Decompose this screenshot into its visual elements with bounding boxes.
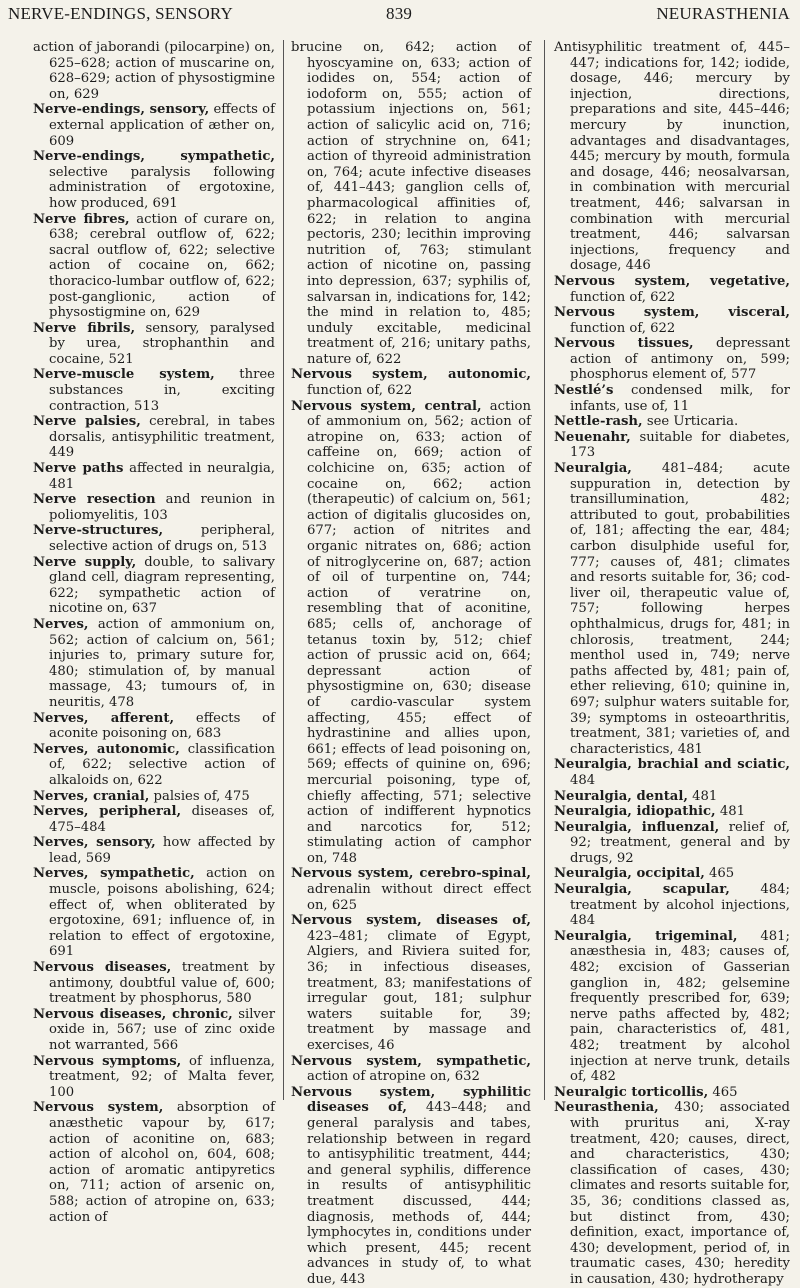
entry-text: 484 bbox=[570, 772, 596, 788]
index-entry bbox=[554, 789, 790, 805]
entry-text: diseases of, 475–484 bbox=[49, 804, 275, 835]
index-entry bbox=[33, 789, 275, 805]
entry-text: how affected by lead, 569 bbox=[49, 835, 275, 866]
index-entry bbox=[554, 461, 790, 757]
entry-heading: Nettle-rash, bbox=[554, 414, 643, 430]
index-entry bbox=[33, 102, 275, 149]
entry-heading: Neurasthenia, bbox=[554, 1100, 659, 1116]
entry-heading: Nerve resection bbox=[33, 492, 156, 508]
entry-heading: Nervous system, vegetative, bbox=[554, 273, 790, 289]
entry-text: cerebral, in tabes dorsalis, antisyphilitic treatment, 449 bbox=[49, 414, 276, 461]
entry-text: 481–484; acute suppuration in, detection by transillumination, 482; attributed to gout, probabilities of, 181; affecting the ear, 484; carbon disulphide useful for, 777; causes of, 481; climates and resorts suitable for, 36; cod-liver oil, therapeutic value of, 757; following herpes ophthalmicus, drugs for, 481; in chlorosis, treatment, 244; menthol used in, 749; nerve paths affected by, 481; pain of, ether relieving, 610; quinine in, 697; sulphur waters suitable for, 39; symptoms in osteoarthritis, treatment, 381; varieties of, and characteristics, 481 bbox=[570, 461, 790, 757]
entry-text: sensory, paralysed by urea, strophanthin and cocaine, 521 bbox=[49, 320, 275, 367]
entry-heading: Nerves, afferent, bbox=[33, 710, 175, 726]
entry-text: function of, 622 bbox=[307, 383, 413, 399]
index-entry bbox=[33, 149, 275, 211]
entry-text: 465 bbox=[712, 1084, 738, 1100]
entry-text: double, to salivary gland cell, diagram representing, 622; sympathetic action of nicotine on, 637 bbox=[49, 554, 275, 617]
entry-text: action of ammonium on, 562; action of calcium on, 561; injuries to, primary suture for, 480; stimulation of, by manual massage, 43; tumours of, in neuritis, 478 bbox=[49, 616, 275, 710]
index-entry bbox=[554, 430, 790, 461]
entry-heading: Nerve-structures, bbox=[33, 523, 164, 539]
entry-heading: Nervous system, central, bbox=[291, 398, 482, 414]
index-entry bbox=[554, 274, 790, 305]
entry-heading: Nervous system, cerebro-spinal, bbox=[291, 866, 531, 882]
index-entry bbox=[33, 367, 275, 414]
entry-text: 430; associated with pruritus ani, X-ray treatment, 420; causes, direct, and characteristics, 430; classification of cases, 430; climates and resorts suitable for, 35, 36; conditions classed as, but distinct from, 430; definition, exact, importance of, 430; development, period of, in traumatic cases, 430; heredity in causation, 430; hydrotherapy bbox=[570, 1100, 790, 1287]
index-entry bbox=[33, 835, 275, 866]
entry-text: action of jaborandi (pilocarpine) on, 625–628; action of muscarine on, 628–629; action of physostigmine on, 629 bbox=[33, 40, 275, 102]
index-entry bbox=[33, 212, 275, 321]
index-entry bbox=[554, 820, 790, 867]
index-entry bbox=[291, 913, 531, 1053]
entry-text: 484; treatment by alcohol injections, 484 bbox=[570, 882, 790, 929]
entry-text: 423–481; climate of Egypt, Algiers, and Riviera suited for, 36; in infectious diseases, treatment, 83; manifestations of irregular gout, 181; sulphur waters suitable for, 39; treatment by massage and exercises, 46 bbox=[307, 928, 531, 1053]
index-entry bbox=[554, 882, 790, 929]
index-entry bbox=[33, 1054, 275, 1101]
entry-heading: Neuralgia, dental, bbox=[554, 788, 688, 804]
page-number: 839 bbox=[386, 4, 413, 23]
entry-heading: Neuralgia, trigeminal, bbox=[554, 928, 738, 944]
index-entry bbox=[554, 804, 790, 820]
entry-text: depressant action of antimony on, 599; phosphorus element of, 577 bbox=[570, 336, 790, 383]
entry-text: effects of aconite poisoning on, 683 bbox=[49, 710, 275, 742]
index-entry bbox=[33, 742, 275, 789]
entry-heading: Nervous system, autonomic, bbox=[291, 367, 531, 383]
entry-heading: Nerve paths bbox=[33, 461, 124, 477]
index-entry bbox=[554, 1100, 790, 1287]
index-columns bbox=[0, 40, 800, 1287]
entry-text: selective paralysis following administration of ergotoxine, how produced, 691 bbox=[49, 164, 275, 211]
entry-heading: Nerves, cranial, bbox=[33, 788, 150, 804]
entry-text: adrenalin without direct effect on, 625 bbox=[307, 882, 531, 913]
entry-text: peripheral, selective action of drugs on, 513 bbox=[49, 523, 275, 554]
entry-heading: Nerves, sensory, bbox=[33, 835, 156, 851]
index-entry bbox=[554, 929, 790, 1085]
entry-text: function of, 622 bbox=[570, 320, 676, 336]
index-entry bbox=[291, 866, 531, 913]
entry-heading: Nervous system, syphilitic diseases of, bbox=[291, 1084, 531, 1116]
entry-heading: Nerve palsies, bbox=[33, 414, 141, 430]
entry-heading: Nerves, autonomic, bbox=[33, 741, 180, 757]
index-entry bbox=[33, 617, 275, 711]
running-head-right: NEURASTHENIA bbox=[656, 4, 790, 23]
entry-heading: Nervous system, diseases of, bbox=[291, 913, 531, 929]
running-head-left: NERVE-ENDINGS, SENSORY bbox=[8, 4, 233, 23]
entry-heading: Nerves, peripheral, bbox=[33, 804, 182, 820]
entry-heading: Nerves, sympathetic, bbox=[33, 866, 195, 882]
entry-text: 465 bbox=[709, 866, 735, 882]
entry-text: action of atropine on, 632 bbox=[307, 1069, 480, 1085]
entry-heading: Nervous tissues, bbox=[554, 336, 694, 352]
entry-text: absorption of anæsthetic vapour by, 617; action of aconitine on, 683; action of alcohol on, 604, 608; action of aromatic antipyretics on, 711; action of arsenic on, 588; action of atropine on, 633; action of bbox=[49, 1100, 275, 1225]
entry-heading: Neuralgic torticollis, bbox=[554, 1084, 709, 1100]
entry-text: 481 bbox=[719, 804, 745, 820]
index-entry bbox=[33, 492, 275, 523]
index-entry bbox=[554, 383, 790, 414]
index-entry bbox=[291, 1085, 531, 1288]
index-entry bbox=[33, 711, 275, 742]
index-entry bbox=[33, 1100, 275, 1225]
entry-heading: Nerve fibres, bbox=[33, 211, 130, 227]
entry-heading: Nervous diseases, bbox=[33, 960, 172, 976]
index-entry bbox=[33, 960, 275, 1007]
index-entry bbox=[33, 523, 275, 554]
index-entry bbox=[33, 40, 275, 102]
entry-text: action of ammonium on, 562; action of atropine on, 633; action of caffeine on, 669; action of colchicine on, 635; action of cocaine on, 662; action (therapeutic) of calcium on, 561; action of digitalis glucosides on, 677; action of nitrites and organic nitrates on, 686; action of nitroglycerine on, 687; action of oil of turpentine on, 744; action of veratrine on, resembling that of aconitine, 685; cells of, anchorage of tetanus toxin by, 512; chief action of prussic acid on, 664; depressant action of physostigmine on, 630; disease of cardio-vascular system affecting, 455; effect of hydrastinine and allies upon, 661; effects of lead poisoning on, 569; effects of quinine on, 696; mercurial poisoning, type of, chiefly affecting, 571; selective action of indifferent hypnotics and narcotics for, 512; stimulating action of camphor on, 748 bbox=[307, 398, 531, 866]
entry-text: and reunion in poliomyelitis, 103 bbox=[49, 492, 275, 523]
entry-text: three substances in, exciting contraction, 513 bbox=[49, 367, 275, 414]
entry-text: condensed milk, for infants, use of, 11 bbox=[570, 383, 790, 414]
entry-text: relief of, 92; treatment, general and by drugs, 92 bbox=[570, 819, 790, 866]
entry-heading: Nestlé’s bbox=[554, 383, 614, 399]
entry-text: 443–448; and general paralysis and tabes, relationship between in regard to antisyphilitic treatment, 444; and general syphilis, difference in results of antisyphilitic treatment discussed, 444; diagnosis, methods of, 444; lymphocytes in, conditions under which present, 445; recent advances in study of, to what due, 443 bbox=[307, 1100, 531, 1287]
index-column-2 bbox=[291, 40, 531, 1287]
index-entry bbox=[554, 336, 790, 383]
index-entry bbox=[554, 305, 790, 336]
entry-text: 481 bbox=[692, 788, 718, 804]
index-entry bbox=[33, 461, 275, 492]
entry-heading: Nervous system, visceral, bbox=[554, 305, 790, 321]
entry-heading: Neuralgia, idiopathic, bbox=[554, 804, 716, 820]
entry-text: effects of external application of æther on, 609 bbox=[49, 102, 275, 149]
index-entry bbox=[554, 757, 790, 788]
entry-heading: Nervous system, sympathetic, bbox=[291, 1053, 531, 1069]
index-entry bbox=[554, 40, 790, 274]
entry-text: function of, 622 bbox=[570, 289, 676, 305]
index-entry bbox=[33, 804, 275, 835]
entry-text: affected in neuralgia, 481 bbox=[49, 461, 275, 492]
entry-heading: Nerve fibrils, bbox=[33, 320, 136, 336]
entry-text: treatment by antimony, doubtful value of, 600; treatment by phosphorus, 580 bbox=[49, 960, 275, 1007]
entry-text: action on muscle, poisons abolishing, 624; effect of, when obliterated by ergotoxine, 691; influence of, in relation to effect of ergotoxine, 691 bbox=[49, 866, 275, 960]
entry-text: palsies of, 475 bbox=[153, 788, 250, 804]
index-entry bbox=[33, 321, 275, 368]
entry-text: classification of, 622; selective action of alkaloids on, 622 bbox=[49, 741, 275, 788]
entry-heading: Neuralgia, scapular, bbox=[554, 882, 730, 898]
entry-heading: Neuenahr, bbox=[554, 429, 631, 445]
entry-heading: Nerves, bbox=[33, 616, 89, 632]
entry-text: suitable for diabetes, 173 bbox=[570, 429, 790, 461]
entry-text: of influenza, treatment, 92; of Malta fever, 100 bbox=[49, 1053, 275, 1100]
index-entry bbox=[291, 40, 531, 367]
index-entry bbox=[554, 414, 790, 430]
index-entry bbox=[33, 555, 275, 617]
entry-heading: Neuralgia, brachial and sciatic, bbox=[554, 757, 790, 773]
index-entry bbox=[291, 1054, 531, 1085]
entry-heading: Nerve supply, bbox=[33, 554, 137, 570]
entry-heading: Nervous symptoms, bbox=[33, 1053, 182, 1069]
entry-heading: Nerve-endings, sympathetic, bbox=[33, 149, 275, 165]
entry-heading: Nerve-endings, sensory, bbox=[33, 102, 210, 118]
index-column-3 bbox=[554, 40, 790, 1287]
entry-text: 481; anæsthesia in, 483; causes of, 482; excision of Gasserian ganglion in, 482; gelsemine frequently prescribed for, 639; nerve paths affected by, 482; pain, characteristics of, 481, 482; treatment by alcohol injection at nerve trunk, details of, 482 bbox=[570, 928, 790, 1085]
entry-heading: Nervous system, bbox=[33, 1100, 164, 1116]
entry-heading: Neuralgia, bbox=[554, 461, 632, 477]
entry-heading: Nerve-muscle system, bbox=[33, 367, 215, 383]
entry-text: see Urticaria. bbox=[646, 414, 739, 430]
entry-text: Antisyphilitic treatment of, 445–447; indications for, 142; iodide, dosage, 446; mercury by injection, directions, preparations and site, 445–446; mercury by inunction, advantages and disadvantages, 445; mercury by mouth, formula and dosage, 446; neosalvarsan, in combination with mercurial treatment, 446; salvarsan in combination with mercurial treatment, 446; salvarsan injections, frequency and dosage, 446 bbox=[554, 40, 790, 274]
index-column-1 bbox=[33, 40, 276, 1225]
entry-text: action of curare on, 638; cerebral outflow of, 622; sacral outflow of, 622; selective action of cocaine on, 662; thoracico-lumbar outflow of, 622; post-ganglionic, action of physostigmine on, 629 bbox=[49, 211, 276, 321]
entry-heading: Neuralgia, occipital, bbox=[554, 866, 705, 882]
entry-heading: Nervous diseases, chronic, bbox=[33, 1006, 233, 1022]
index-entry bbox=[554, 1085, 790, 1101]
entry-text: brucine on, 642; action of hyoscyamine on, 633; action of iodides on, 554; action of iodoform on, 555; action of potassium injections on, 561; action of salicylic acid on, 716; action of strychnine on, 641; action of thyreoid administration on, 764; acute infective diseases of, 441–443; ganglion cells of, pharmacological affinities of, 622; in relation to angina pectoris, 230; lecithin improving nutrition of, 763; stimulant action of nicotine on, passing into depression, 637; syphilis of, salvarsan in, indications for, 142; the mind in relation to, 485; unduly excitable, medicinal treatment of, 216; unitary paths, nature of, 622 bbox=[291, 40, 531, 367]
index-entry bbox=[554, 866, 790, 882]
index-entry bbox=[33, 866, 275, 960]
index-entry bbox=[291, 399, 531, 867]
entry-text: silver oxide in, 567; use of zinc oxide not warranted, 566 bbox=[49, 1006, 275, 1053]
entry-heading: Neuralgia, influenzal, bbox=[554, 819, 720, 835]
index-entry bbox=[33, 1007, 275, 1054]
index-entry bbox=[291, 367, 531, 398]
index-entry bbox=[33, 414, 275, 461]
page-header bbox=[0, 4, 800, 28]
